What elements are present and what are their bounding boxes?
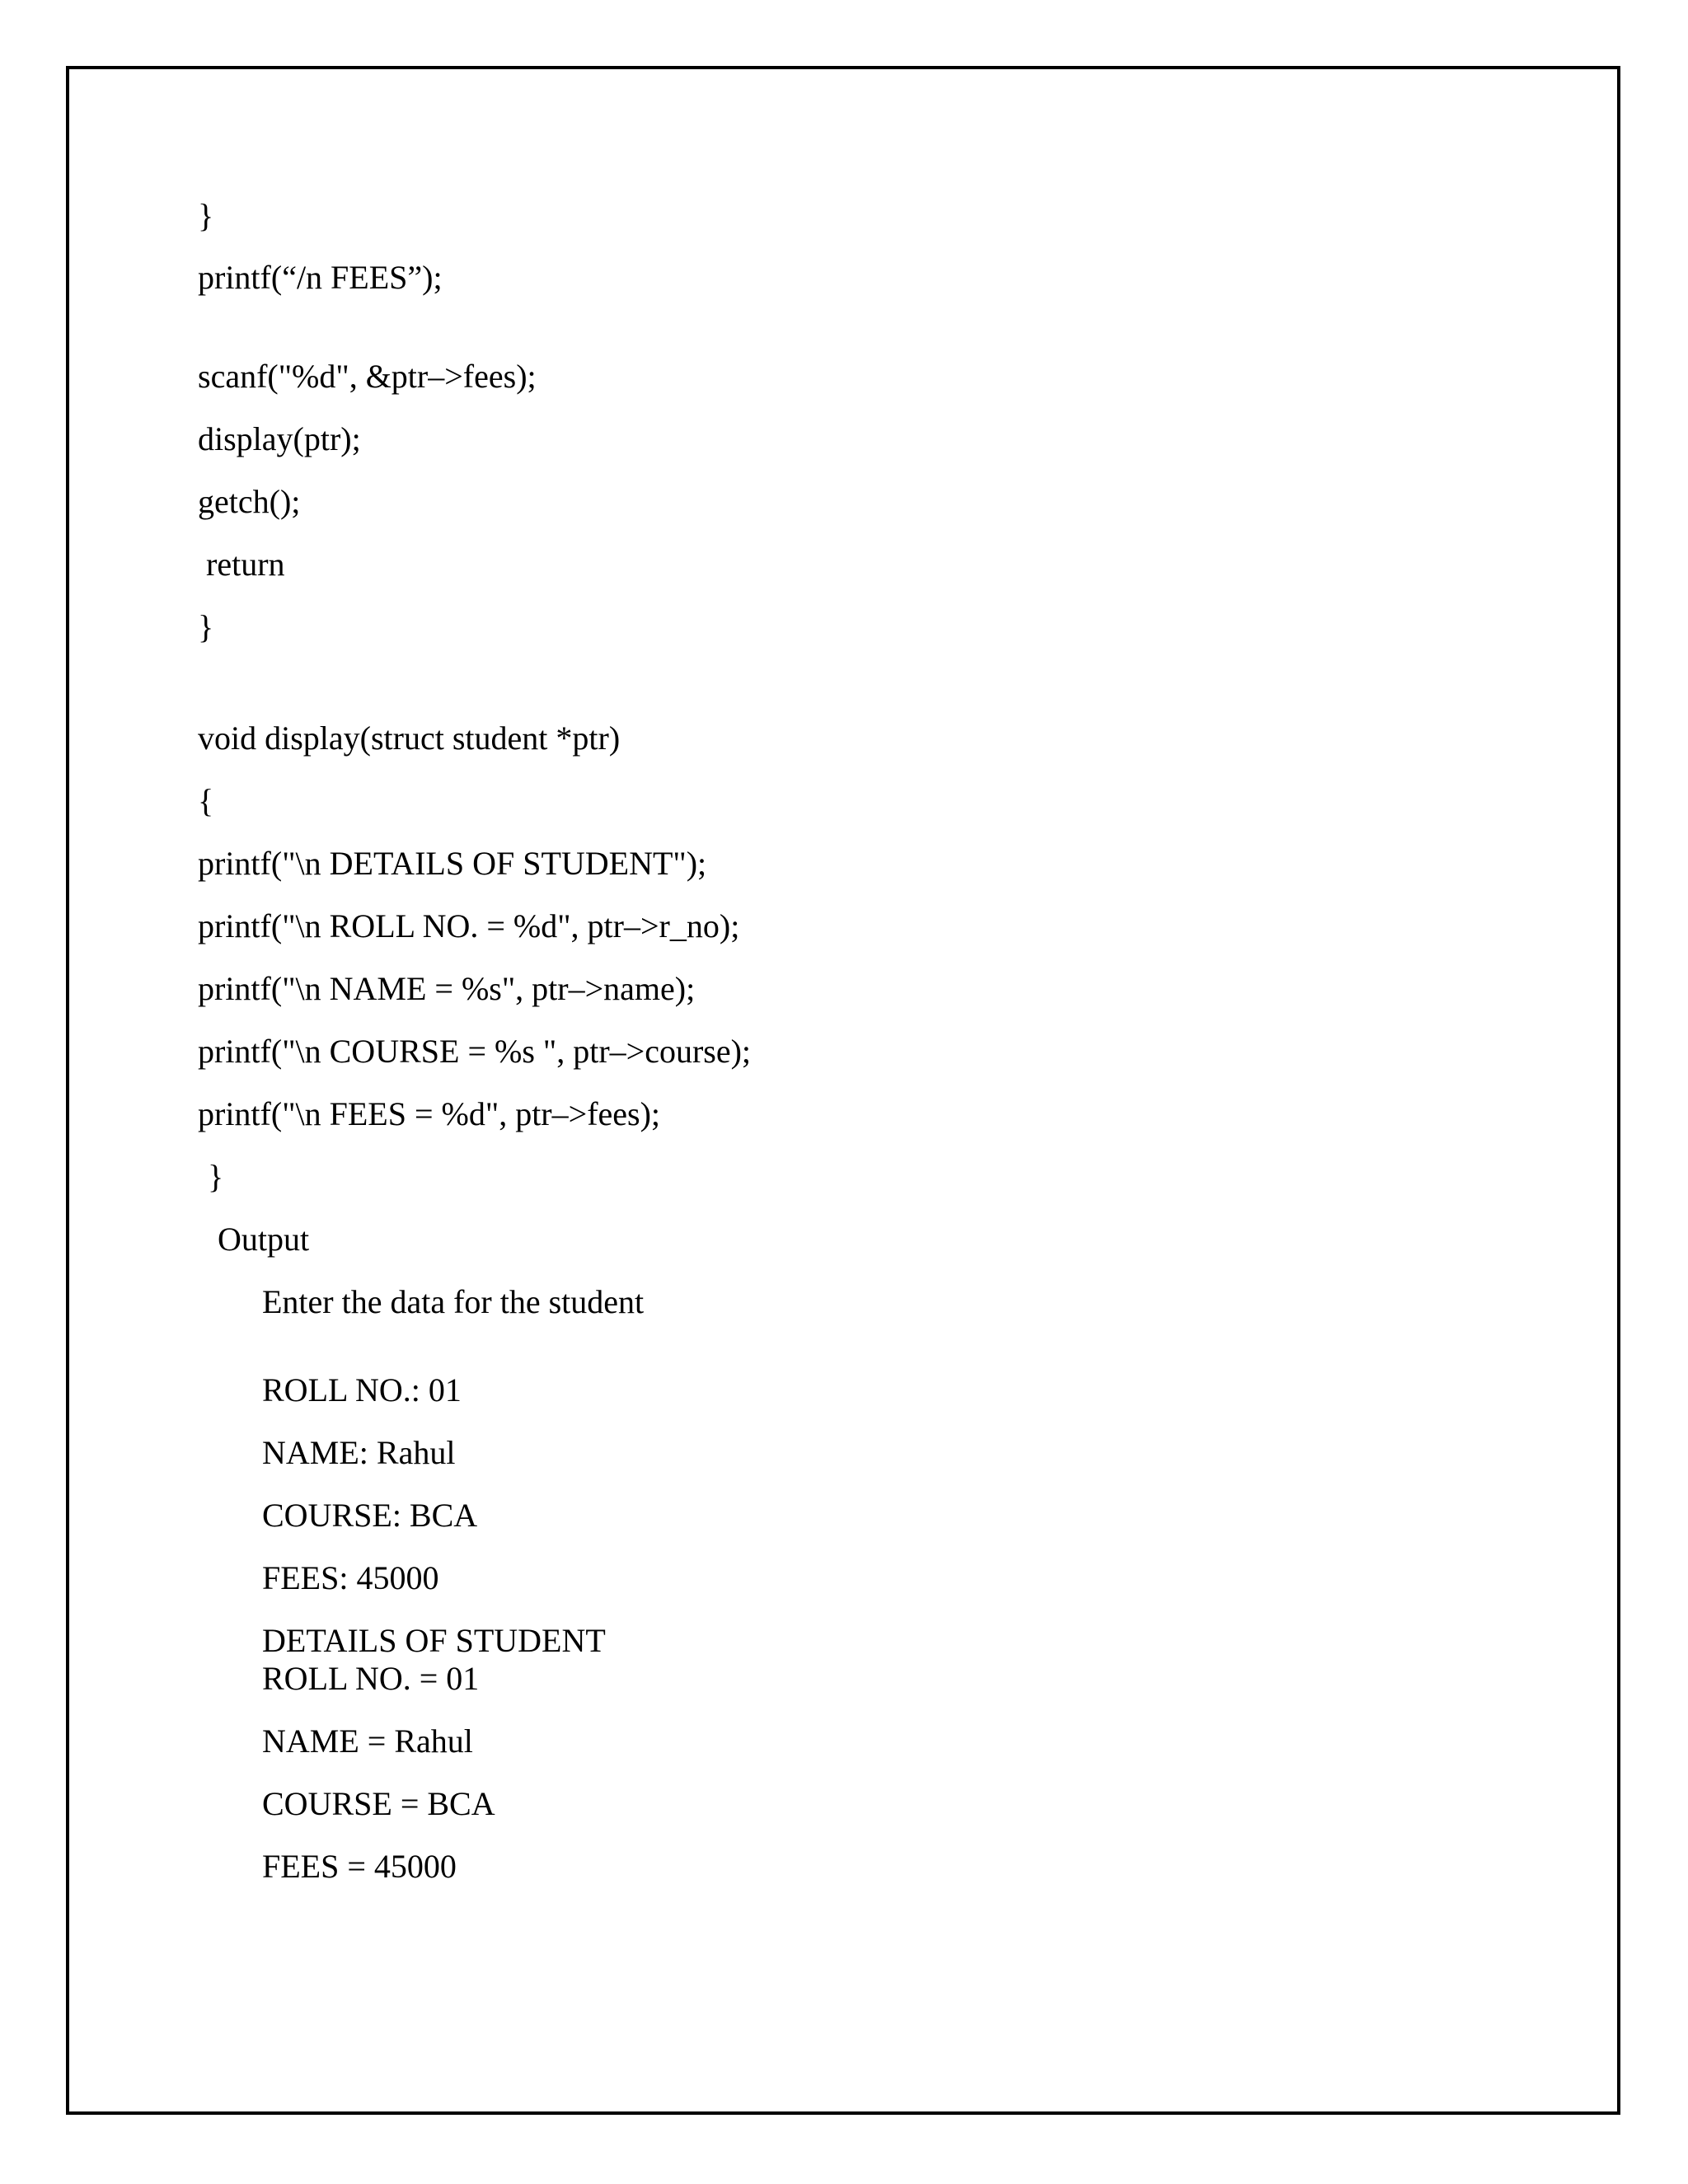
- output-fees-result: FEES = 45000: [262, 1848, 457, 1885]
- output-roll-input: ROLL NO.: 01: [262, 1371, 462, 1408]
- code-line-display-signature: void display(struct student *ptr): [198, 719, 621, 757]
- output-name-input: NAME: Rahul: [262, 1434, 456, 1471]
- output-course-input: COURSE: BCA: [262, 1497, 478, 1534]
- code-line-printf-name: printf("\n NAME = %s", ptr–>name);: [198, 970, 696, 1007]
- code-line-printf-roll: printf("\n ROLL NO. = %d", ptr–>r_no);: [198, 907, 740, 944]
- output-name-result: NAME = Rahul: [262, 1722, 473, 1760]
- output-course-result: COURSE = BCA: [262, 1785, 495, 1822]
- output-enter-data: Enter the data for the student: [262, 1283, 645, 1320]
- code-line-scanf-fees: scanf("%d", &ptr–>fees);: [198, 358, 537, 395]
- code-line-getch: getch();: [198, 483, 301, 520]
- code-line-close-brace: }: [198, 197, 214, 234]
- code-line-printf-fees: printf("\n FEES = %d", ptr–>fees);: [198, 1095, 661, 1132]
- code-line-printf-details: printf("\n DETAILS OF STUDENT");: [198, 845, 707, 882]
- code-line-open-brace: {: [198, 782, 214, 819]
- code-line-close-brace: }: [198, 608, 214, 645]
- code-line-printf-course: printf("\n COURSE = %s ", ptr–>course);: [198, 1033, 752, 1070]
- output-heading: Output: [218, 1221, 310, 1258]
- output-fees-input: FEES: 45000: [262, 1559, 439, 1596]
- code-line-printf-fees-prompt: printf(“/n FEES”);: [198, 259, 443, 296]
- output-details-heading: DETAILS OF STUDENT: [262, 1622, 606, 1659]
- output-roll-result: ROLL NO. = 01: [262, 1660, 480, 1697]
- code-line-display-call: display(ptr);: [198, 420, 361, 457]
- code-line-close-brace: }: [208, 1158, 224, 1195]
- code-line-return: return: [206, 546, 285, 583]
